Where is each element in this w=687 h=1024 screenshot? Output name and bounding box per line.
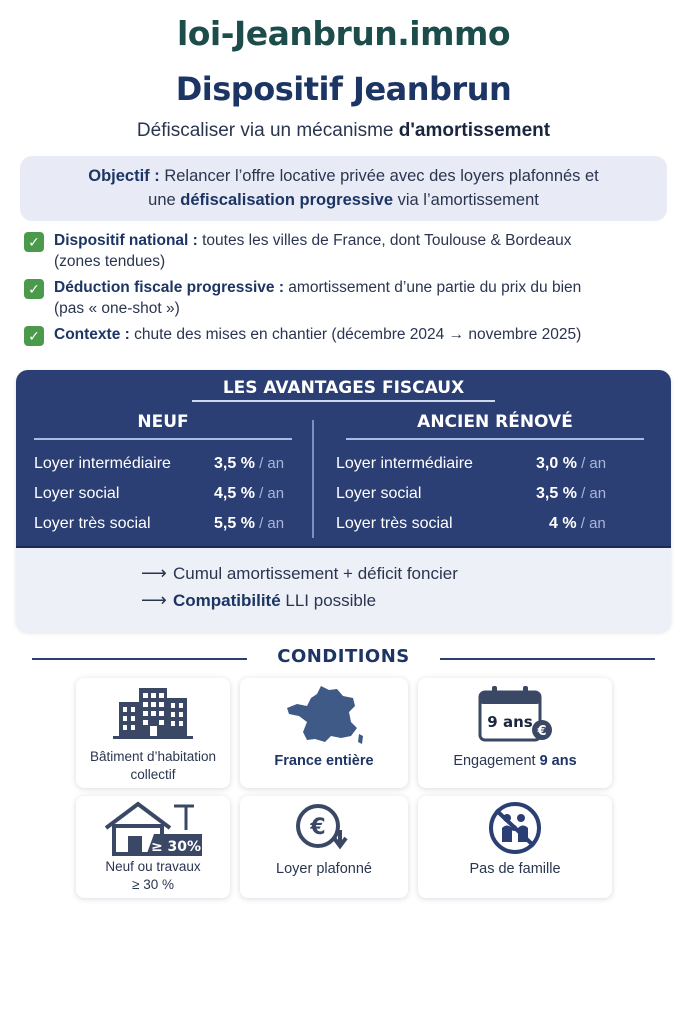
calendar-badge: 9 ans (487, 713, 533, 731)
rate-unit: / an (576, 455, 607, 472)
no-family-icon (418, 800, 612, 861)
rate-value-group (549, 515, 606, 533)
rate-label: Loyer très social (34, 515, 151, 532)
objective-text-1: Relancer l’offre locative privée avec des loyers plafonnés et (159, 167, 599, 185)
rate-value-group (536, 485, 606, 503)
calendar-icon (418, 684, 612, 749)
house-works-icon (76, 800, 230, 863)
check-icon: ✓ (24, 279, 44, 299)
neuf-header: NEUF (137, 412, 189, 432)
check-bold: Dispositif national : (54, 232, 198, 249)
conditions-rule-left (32, 658, 247, 660)
check-text: toutes les villes de France, dont Toulouse & Bordeaux (197, 232, 572, 249)
rate-value: 4 % (549, 515, 577, 532)
rate-value-group (214, 515, 284, 533)
neuf-row (34, 485, 304, 507)
objective-box (20, 156, 667, 221)
check-icon: ✓ (24, 232, 44, 252)
svg-text:€: € (310, 815, 326, 840)
note-compat (141, 587, 561, 614)
rate-value: 3,0 % (536, 455, 577, 472)
objective-label: Objectif : (88, 167, 160, 185)
rate-value-group (214, 485, 284, 503)
card-bold: 9 ans (539, 753, 577, 769)
card-label (82, 748, 224, 784)
rate-label: Loyer très social (336, 515, 453, 532)
condition-card-travaux (76, 796, 230, 898)
svg-text:€: € (537, 724, 547, 739)
note-cumul (141, 560, 561, 587)
conditions-title: CONDITIONS (277, 646, 410, 667)
objective-line-2 (20, 188, 667, 212)
ancien-underline (346, 438, 644, 440)
check-icon: ✓ (24, 326, 44, 346)
ancien-row (336, 455, 646, 477)
condition-card-france (240, 678, 408, 788)
card-label: France entière (274, 753, 374, 769)
neuf-underline (34, 438, 292, 440)
neuf-row (34, 455, 304, 477)
objective-line-1 (20, 164, 667, 188)
card-label: Pas de famille (469, 861, 561, 877)
rate-label: Loyer intermédiaire (34, 455, 171, 472)
neuf-row (34, 515, 304, 537)
check-item-contexte (24, 324, 664, 345)
rate-value: 3,5 % (536, 485, 577, 502)
advantages-title: LES AVANTAGES FISCAUX (192, 374, 495, 402)
rate-value: 5,5 % (214, 515, 255, 532)
site-title: loi-Jeanbrun.immo (176, 14, 511, 53)
advantages-notes (141, 560, 561, 614)
card-line-1: Neuf ou travaux (105, 859, 201, 874)
card-prefix: Engagement (453, 753, 540, 769)
note-compat-bold: Compatibilité (173, 591, 281, 610)
rate-unit: / an (576, 485, 607, 502)
works-badge: ≥ 30% (150, 839, 202, 855)
rate-label: Loyer social (336, 485, 422, 502)
france-map-icon (240, 684, 408, 751)
check-bold: Contexte : (54, 326, 130, 343)
check-list (24, 230, 664, 350)
condition-card-loyer (240, 796, 408, 898)
condition-card-batiment (76, 678, 230, 788)
rate-label: Loyer intermédiaire (336, 455, 473, 472)
rate-label: Loyer social (34, 485, 120, 502)
card-label: Loyer plafonné (276, 861, 372, 877)
advantages-table (16, 370, 671, 548)
euro-down-icon (240, 800, 408, 861)
arrow-right-icon: ⟶ (141, 590, 167, 610)
column-divider (312, 420, 314, 538)
card-line-2: ≥ 30 % (132, 877, 174, 892)
check-bold: Déduction fiscale progressive : (54, 279, 284, 296)
rate-unit: / an (254, 485, 285, 502)
card-label (424, 752, 606, 770)
ancien-header: ANCIEN RÉNOVÉ (417, 412, 573, 432)
page-subtitle (0, 120, 687, 142)
rate-value: 3,5 % (214, 455, 255, 472)
check-text-2: (zones tendues) (54, 253, 166, 270)
rate-value-group (214, 455, 284, 473)
advantages-panel (16, 370, 671, 632)
ancien-row (336, 515, 646, 537)
check-item-national (24, 230, 664, 272)
condition-card-engagement (418, 678, 612, 788)
rate-value-group (536, 455, 606, 473)
subtitle-text: Défiscaliser via un mécanisme (136, 120, 399, 141)
condition-card-famille (418, 796, 612, 898)
card-line-2: collectif (130, 767, 176, 782)
check-text: chute des mises en chantier (décembre 2024 → novembre 2025) (129, 326, 582, 343)
check-item-deduction (24, 277, 664, 319)
rate-unit: / an (576, 515, 606, 532)
subtitle-bold: d'amortissement (398, 120, 551, 141)
note-compat-text: LLI possible (280, 591, 377, 610)
building-icon (76, 684, 230, 745)
card-label (82, 858, 224, 894)
objective-text-2-bold: défiscalisation progressive (180, 191, 394, 209)
arrow-right-icon: ⟶ (141, 563, 167, 583)
page-title: Dispositif Jeanbrun (175, 70, 512, 108)
card-line-1: Bâtiment d’habitation (89, 749, 217, 764)
objective-text-2-prefix: une (148, 191, 181, 209)
check-text-2: (pas « one-shot ») (54, 300, 180, 317)
conditions-rule-right (440, 658, 655, 660)
note-cumul-text: Cumul amortissement + déficit foncier (173, 564, 458, 583)
ancien-row (336, 485, 646, 507)
rate-unit: / an (254, 515, 285, 532)
rate-unit: / an (254, 455, 285, 472)
objective-text-2-suffix: via l’amortissement (393, 191, 539, 209)
rate-value: 4,5 % (214, 485, 255, 502)
check-text: amortissement d’une partie du prix du bien (284, 279, 582, 296)
